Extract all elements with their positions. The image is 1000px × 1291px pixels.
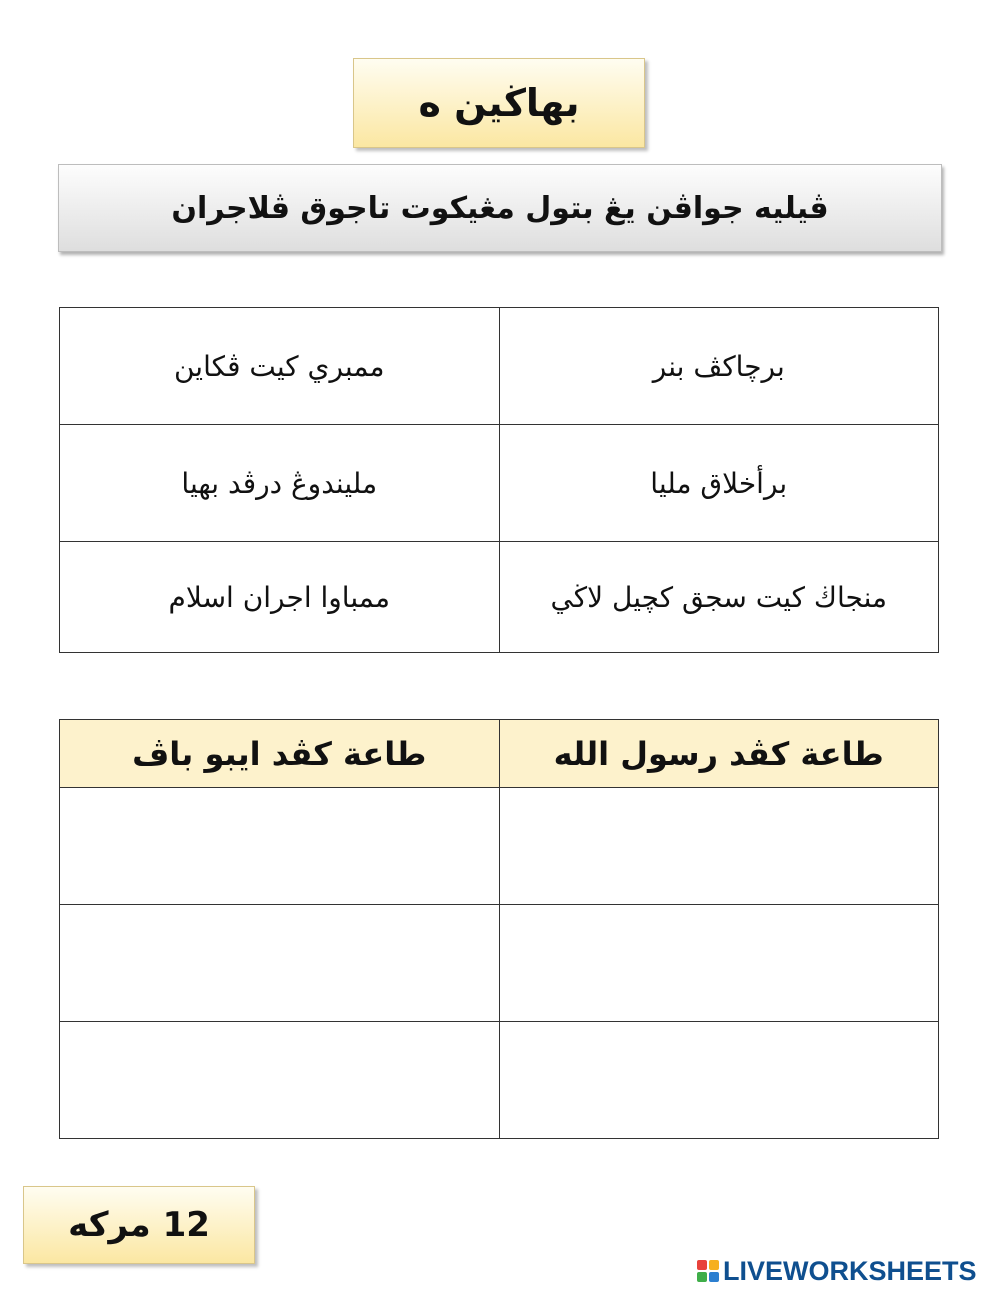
word-cell-right[interactable]: برأخلاق مليا [499, 425, 939, 542]
brand-name: LIVEWORKSHEETS [723, 1255, 977, 1286]
table-row [60, 425, 939, 542]
brand-logo[interactable] [697, 1256, 977, 1286]
marks-badge: 12 مركه [23, 1186, 255, 1264]
word-cell-left[interactable]: ممباوا اجران اسلام [60, 542, 500, 653]
word-cell-left[interactable]: ممبري كيت ڤكاين [60, 308, 500, 425]
drop-zone-right[interactable] [499, 1022, 939, 1139]
table-row [60, 905, 939, 1022]
word-cell-left[interactable]: مليندوڠ درڤد بهيا [60, 425, 500, 542]
table-row [60, 308, 939, 425]
word-choices-table [59, 307, 939, 653]
table-row [60, 542, 939, 653]
sorting-header-row [60, 720, 939, 788]
table-row [60, 788, 939, 905]
header-obey-parents: طاعة كڤد ايبو باڤ [60, 720, 500, 788]
liveworksheets-icon [697, 1260, 719, 1282]
logo-square [709, 1260, 719, 1270]
table-row [60, 1022, 939, 1139]
logo-square [697, 1272, 707, 1282]
logo-square [697, 1260, 707, 1270]
header-obey-prophet: طاعة كڤد رسول الله [499, 720, 939, 788]
instruction-banner: ڤيليه جواڤن يڠ بتول مڠيكوت تاجوق ڤلاجران [58, 164, 942, 252]
drop-zone-left[interactable] [60, 788, 500, 905]
drop-zone-left[interactable] [60, 905, 500, 1022]
word-cell-right[interactable]: منجاڬ كيت سجق كچيل لاڬي [499, 542, 939, 653]
section-title: بهاڬين ه [353, 58, 645, 148]
drop-zone-left[interactable] [60, 1022, 500, 1139]
word-cell-right[interactable]: برچاكڤ بنر [499, 308, 939, 425]
sorting-table [59, 719, 939, 1139]
drop-zone-right[interactable] [499, 788, 939, 905]
drop-zone-right[interactable] [499, 905, 939, 1022]
logo-square [709, 1272, 719, 1282]
